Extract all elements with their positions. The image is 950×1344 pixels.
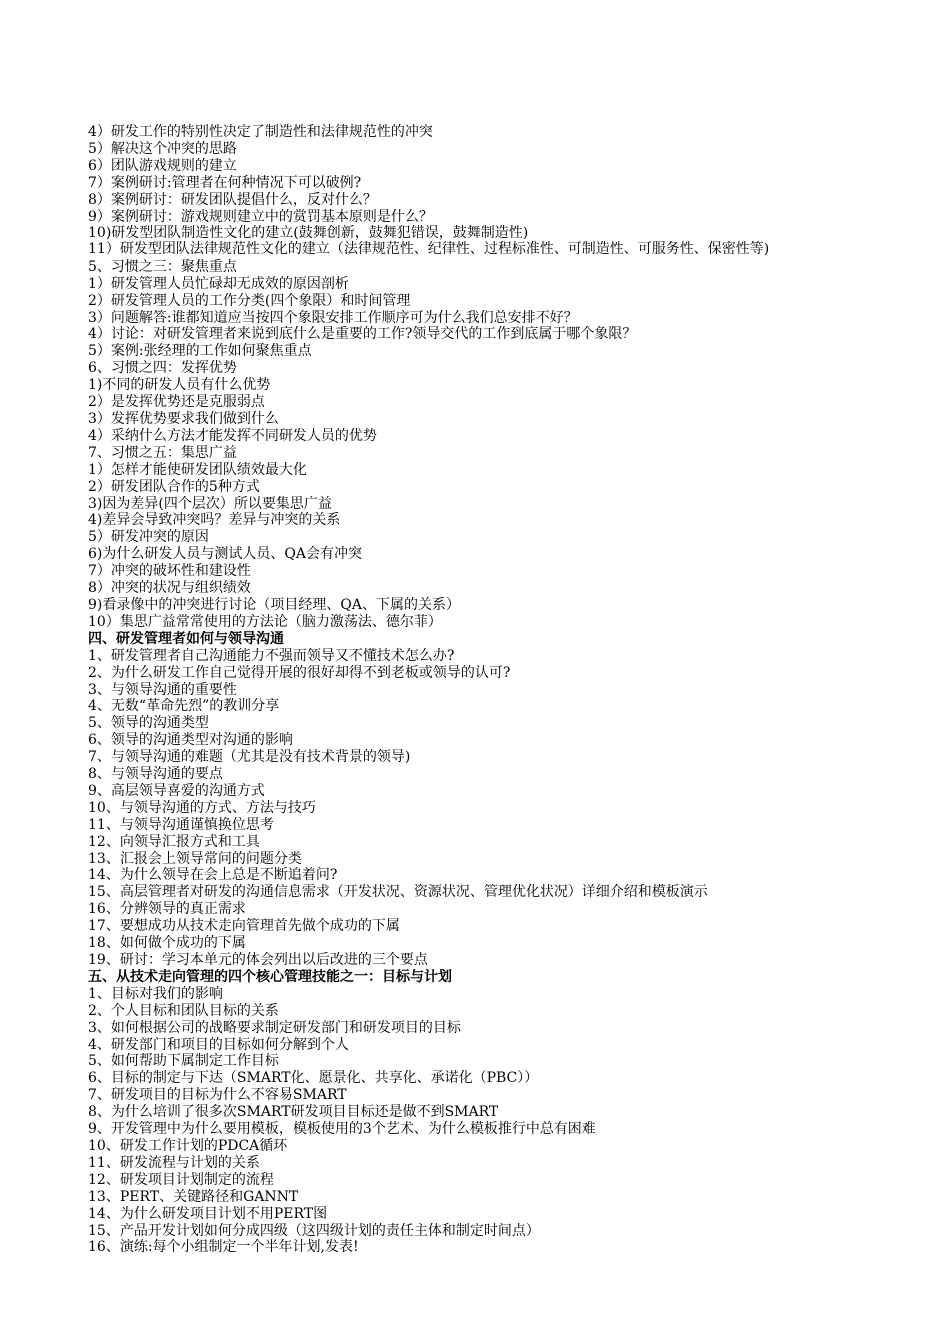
outline-item: 10、研发工作计划的PDCA循环 [88,1137,288,1154]
outline-item: 14、为什么研发项目计划不用PERT图 [88,1205,328,1222]
outline-item: 15、产品开发计划如何分成四级（这四级计划的责任主体和制定时间点） [88,1222,540,1239]
outline-item: 15、高层管理者对研发的沟通信息需求（开发状况、资源状况、管理优化状况）详细介绍和模板演示 [88,884,708,901]
outline-item: 3）问题解答:谁都知道应当按四个象限安排工作顺序可为什么我们总安排不好？ [88,309,578,326]
outline-item: 18、如何做个成功的下属 [88,935,246,952]
outline-item: 3、如何根据公司的战略要求制定研发部门和研发项目的目标 [88,1019,461,1036]
outline-item: 7、与领导沟通的难题（尤其是没有技术背景的领导) [88,749,411,766]
outline-item: 3、与领导沟通的重要性 [88,681,237,698]
outline-item: 10）集思广益常常使用的方法论（脑力激荡法、德尔菲） [88,613,442,630]
outline-item: 19、研讨：学习本单元的体会列出以后改进的三个要点 [88,952,428,968]
outline-item: 2、个人目标和团队目标的关系 [88,1002,279,1019]
outline-item: 14、为什么领导在会上总是不断追着问? [88,867,338,884]
outline-item: 5）研发冲突的原因 [88,529,209,546]
outline-item: 6、习惯之四：发挥优势 [88,360,237,377]
outline-item: 2、为什么研发工作自己觉得开展的很好却得不到老板或领导的认可? [88,664,511,681]
outline-item: 7、研发项目的目标为什么不容易SMART [88,1087,347,1104]
outline-item: 4)差异会导致冲突吗？差异与冲突的关系 [88,512,341,529]
outline-item: 6、目标的制定与下达（SMART化、愿景化、共享化、承诺化（PBC）） [88,1070,539,1087]
outline-item: 8）案例研讨：研发团队提倡什么，反对什么？ [88,191,377,208]
outline-item: 4、研发部门和项目的目标如何分解到个人 [88,1036,349,1053]
outline-item: 13、汇报会上领导常问的问题分类 [88,850,302,867]
outline-item: 11、研发流程与计划的关系 [88,1154,260,1171]
outline-item: 3)因为差异(四个层次）所以要集思广益 [88,495,332,512]
section-heading: 四、研发管理者如何与领导沟通 [88,630,284,647]
outline-item: 1）怎样才能使研发团队绩效最大化 [88,461,307,478]
outline-item: 5）解决这个冲突的思路 [88,140,237,157]
outline-item: 5）案例:张经理的工作如何聚焦重点 [88,343,312,360]
section-heading: 五、从技术走向管理的四个核心管理技能之一：目标与计划 [88,968,452,985]
outline-item: 16、分辨领导的真正需求 [88,901,246,918]
outline-item: 2）研发团队合作的5种方式 [88,478,260,495]
outline-item: 9）案例研讨：游戏规则建立中的赏罚基本原则是什么？ [88,208,433,225]
outline-item: 12、向领导汇报方式和工具 [88,833,260,850]
outline-item: 5、如何帮助下属制定工作目标 [88,1053,279,1070]
outline-item: 6）团队游戏规则的建立 [88,157,237,174]
outline-item: 4、无数“革命先烈”的教训分享 [88,698,280,715]
outline-item: 3）发挥优势要求我们做到什么 [88,411,279,427]
outline-item: 10)研发型团队制造性文化的建立(鼓舞创新，鼓舞犯错误，鼓舞制造性) [88,225,529,242]
outline-item: 4）研发工作的特别性决定了制造性和法律规范性的冲突 [88,124,433,140]
outline-item: 2）是发挥优势还是克服弱点 [88,394,265,411]
outline-item: 7）案例研讨:管理者在何种情况下可以破例? [88,174,362,191]
outline-item: 8、为什么培训了很多次SMART研发项目目标还是做不到SMART [88,1104,499,1121]
outline-item: 2）研发管理人员的工作分类(四个象限）和时间管理 [88,292,411,309]
outline-item: 4）采纳什么方法才能发挥不同研发人员的优势 [88,427,377,444]
document-page [88,124,888,1256]
outline-item: 9、开发管理中为什么要用模板，模板使用的3个艺术、为什么模板推行中总有困难 [88,1121,596,1138]
outline-item: 8、与领导沟通的要点 [88,766,223,783]
outline-item: 16、演练:每个小组制定一个半年计划,发表! [88,1239,359,1256]
outline-item: 1、目标对我们的影响 [88,985,223,1002]
outline-item: 17、要想成功从技术走向管理首先做个成功的下属 [88,918,400,935]
outline-item: 6)为什么研发人员与测试人员、QA会有冲突 [88,546,362,563]
outline-item: 11）研发型团队法律规范性文化的建立（法律规范性、纪律性、过程标准性、可制造性、可服务性、保密性等) [88,241,770,258]
outline-item: 10、与领导沟通的方式、方法与技巧 [88,799,316,816]
outline-item: 9、高层领导喜爱的沟通方式 [88,782,265,799]
outline-item: 9)看录像中的冲突进行讨论（项目经理、QA、下属的关系） [88,596,460,613]
outline-item: 1)不同的研发人员有什么优势 [88,377,271,394]
outline-item: 7、习惯之五：集思广益 [88,444,237,461]
outline-item: 5、习惯之三：聚焦重点 [88,258,237,275]
outline-item: 7）冲突的破坏性和建设性 [88,563,251,580]
outline-item: 8）冲突的状况与组织绩效 [88,580,251,597]
outline-item: 6、领导的沟通类型对沟通的影响 [88,732,293,749]
outline-item: 11、与领导沟通谨慎换位思考 [88,816,274,833]
outline-item: 12、研发项目计划制定的流程 [88,1171,274,1188]
outline-item: 13、PERT、关键路径和GANNT [88,1188,299,1205]
outline-item: 1）研发管理人员忙碌却无成效的原因剖析 [88,275,349,292]
outline-item: 5、领导的沟通类型 [88,715,209,732]
outline-item: 4）讨论：对研发管理者来说到底什么是重要的工作?领导交代的工作到底属于哪个象限？ [88,326,637,343]
outline-item: 1、研发管理者自己沟通能力不强而领导又不懂技术怎么办? [88,647,455,664]
